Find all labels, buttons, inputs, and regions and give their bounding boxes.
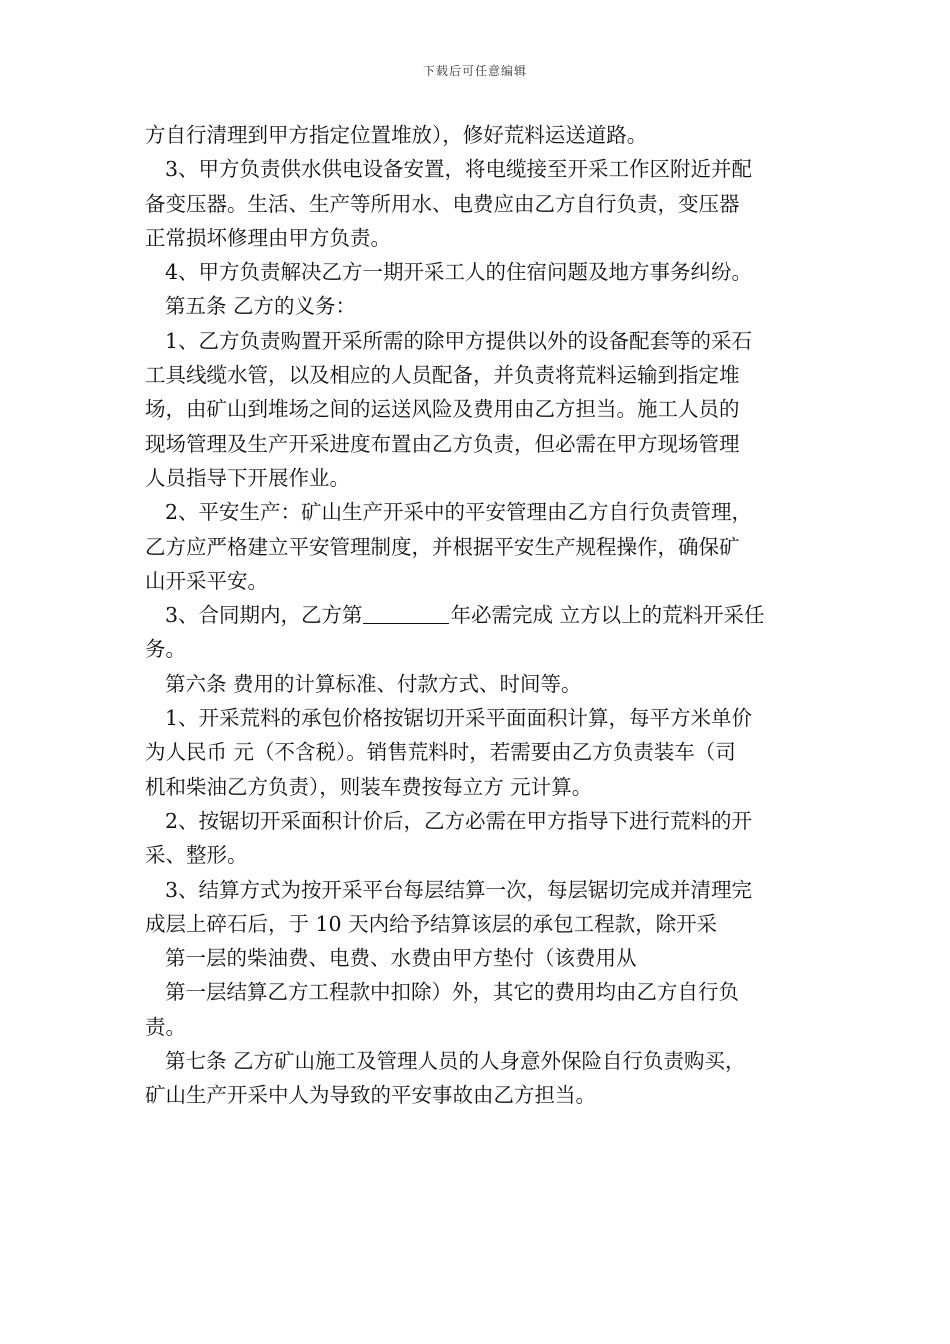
text-line: 乙方应严格建立平安管理制度，并根据平安生产规程操作，确保矿 [145,534,740,559]
section-heading: 第五条 乙方的义务： [165,294,357,319]
section-heading: 第六条 费用的计算标准、付款方式、时间等。 [165,671,582,696]
document-body [145,118,810,1113]
text-line [145,598,810,632]
text-line: 第一层结算乙方工程款中扣除）外，其它的费用均由乙方自行负 [165,980,739,1005]
text-segment: 3、合同期内，乙方第 [165,603,363,628]
text-line: 方自行清理到甲方指定位置堆放），修好荒料运送道路。 [145,123,648,147]
text-line: 责。 [145,1014,186,1039]
text-line: 3、甲方负责供水供电设备安置，将电缆接至开采工作区附近并配 [165,157,753,182]
text-line: 为人民币 元（不含税）。销售荒料时，若需要由乙方负责装车（司 [145,740,736,765]
page-header: 下载后可任意编辑 [422,64,527,78]
text-line: 成层上碎石后，于 10 天内给予结算该层的承包工程款，除开采 [145,911,718,936]
text-line: 现场管理及生产开采进度布置由乙方负责，但必需在甲方现场管理 [145,431,740,456]
text-line: 采、整形。 [145,843,248,868]
text-line: 备变压器。生活、生产等所用水、电费应由乙方自行负责，变压器 [145,191,740,216]
text-line: 场，由矿山到堆场之间的运送风险及费用由乙方担当。施工人员的 [145,397,740,422]
section-heading: 第七条 乙方矿山施工及管理人员的人身意外保险自行负责购买， [165,1049,746,1074]
text-line: 矿山生产开采中人为导致的平安事故由乙方担当。 [145,1083,596,1108]
text-line: 2、按锯切开采面积计价后，乙方必需在甲方指导下进行荒料的开 [165,808,753,833]
text-line: 1、开采荒料的承包价格按锯切开采平面面积计算，每平方米单价 [165,706,753,731]
text-line: 4、甲方负责解决乙方一期开采工人的住宿问题及地方事务纠纷。 [165,260,753,285]
text-line: 人员指导下开展作业。 [145,465,350,490]
text-line: 3、结算方式为按开采平台每层结算一次，每层锯切完成并清理完 [165,877,753,902]
text-line: 工具线缆水管，以及相应的人员配备，并负责将荒料运输到指定堆 [145,363,740,388]
text-line: 第一层的柴油费、电费、水费由甲方垫付（该费用从 [165,946,637,971]
text-segment: 年必需完成 立方以上的荒料开采任 [450,603,765,628]
fill-in-blank [363,601,449,624]
text-line: 2、平安生产：矿山生产开采中的平安管理由乙方自行负责管理， [165,500,753,525]
text-line: 务。 [145,637,186,662]
text-line: 机和柴油乙方负责），则装车费按每立方 元计算。 [145,774,593,799]
text-line: 1、乙方负责购置开采所需的除甲方提供以外的设备配套等的采石 [165,328,753,353]
text-line: 山开采平安。 [145,568,268,593]
text-line: 正常损坏修理由甲方负责。 [145,225,391,250]
